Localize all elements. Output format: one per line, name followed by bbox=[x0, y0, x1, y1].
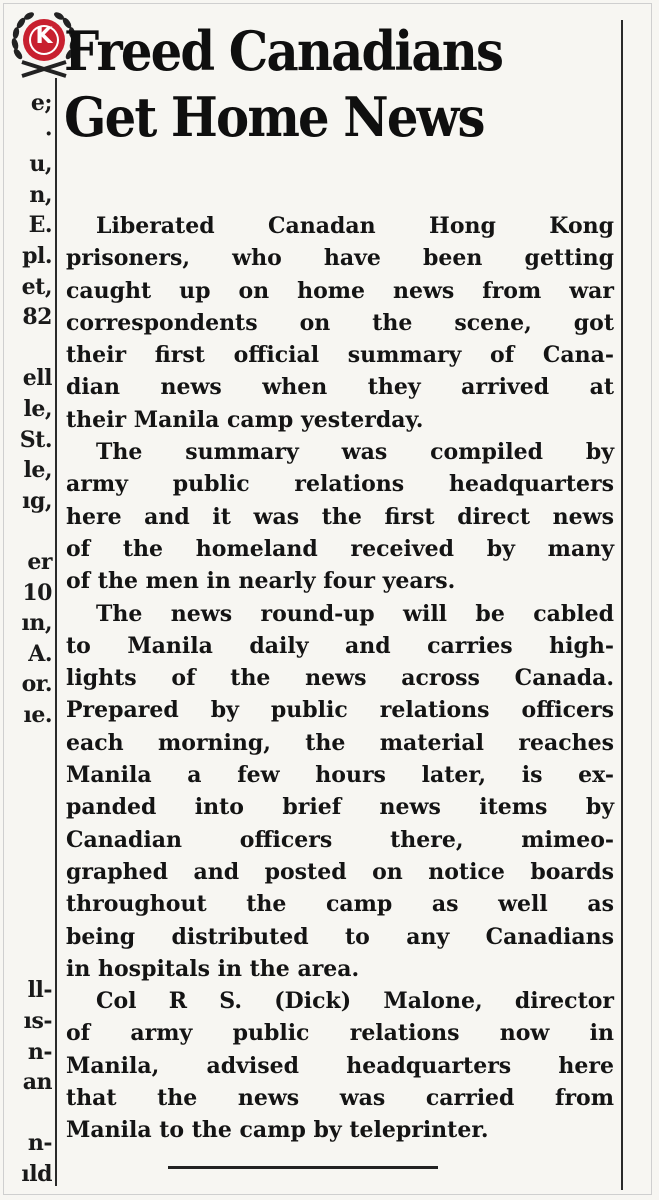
paragraph-line: The summary was compiled by bbox=[96, 439, 614, 466]
fragment-line: le, bbox=[23, 457, 52, 484]
paragraph-line: dian news when they arrived at bbox=[66, 374, 614, 401]
paragraph-line: Prepared by public relations officers bbox=[66, 697, 614, 724]
paragraph-line: being distributed to any Canadians bbox=[66, 923, 614, 950]
fragment-line: · bbox=[44, 120, 52, 147]
fragment-line: or. bbox=[21, 671, 52, 698]
fragment-line: n- bbox=[27, 1038, 52, 1065]
column-rule-right bbox=[621, 20, 623, 1190]
fragment-line: u, bbox=[29, 151, 52, 178]
paragraph-line: in hospitals in the area. bbox=[66, 955, 360, 982]
fragment-line: ın, bbox=[21, 610, 52, 637]
fragment-line: 10 bbox=[22, 579, 52, 606]
fragment-line: an bbox=[22, 1069, 52, 1096]
paragraph-line: Manila a few hours later, is ex- bbox=[66, 762, 614, 789]
paragraph-line: caught up on home news from war bbox=[66, 277, 614, 304]
paragraph-line: of army public relations now in bbox=[66, 1020, 614, 1047]
fragment-line: ll- bbox=[27, 977, 52, 1004]
paragraph-line: graphed and posted on notice boards bbox=[66, 858, 614, 885]
fragment-line: ıs- bbox=[23, 1008, 52, 1034]
paragraph bbox=[66, 436, 614, 597]
fragment-line: A. bbox=[28, 640, 52, 667]
paragraph-line: Manila to the camp by teleprinter. bbox=[66, 1117, 489, 1144]
column-rule-left bbox=[55, 78, 57, 1186]
fragment-line: n, bbox=[29, 181, 52, 208]
fragment-line: ıld bbox=[21, 1161, 52, 1187]
paragraph-line: their first official summary of Cana- bbox=[66, 342, 614, 369]
fragment-line: ıe. bbox=[23, 702, 52, 728]
paragraph-line: prisoners, who have been getting bbox=[66, 245, 614, 272]
fragment-line: 82 bbox=[22, 304, 52, 331]
paragraph bbox=[66, 598, 614, 986]
fragment-line: et, bbox=[21, 273, 52, 300]
paragraph-line: army public relations headquarters bbox=[66, 471, 614, 498]
paragraph-line: Canadian officers there, mimeo- bbox=[66, 826, 614, 853]
headline-line-2: Get Home News bbox=[64, 85, 484, 149]
paragraph-line: Liberated Canadan Hong Kong bbox=[96, 213, 614, 239]
paragraph-line: their Manila camp yesterday. bbox=[66, 406, 424, 433]
paragraph-line: lights of the news across Canada. bbox=[66, 665, 614, 692]
paragraph-line: to Manila daily and carries high- bbox=[66, 632, 614, 659]
paragraph-line: here and it was the first direct news bbox=[66, 503, 614, 530]
headline-line-1: Freed Canadians bbox=[64, 19, 503, 83]
fragment-line: St. bbox=[19, 426, 52, 453]
paragraph-line: panded into brief news items by bbox=[66, 794, 614, 821]
end-rule bbox=[168, 1166, 438, 1169]
article-body bbox=[66, 210, 614, 1147]
fragment-line: ell bbox=[22, 365, 52, 392]
paragraph-line: correspondents on the scene, got bbox=[66, 309, 614, 336]
paragraph-line: Col R S. (Dick) Malone, director bbox=[96, 988, 614, 1015]
logo-letter: K bbox=[35, 24, 53, 49]
paragraph-line: each morning, the material reaches bbox=[66, 729, 614, 756]
fragment-line: E. bbox=[28, 212, 52, 239]
fragment-line: er bbox=[27, 549, 52, 575]
fragment-line: pl. bbox=[22, 243, 52, 269]
paragraph-line: throughout the camp as well as bbox=[66, 891, 614, 918]
paragraph bbox=[66, 985, 614, 1146]
fragment-line: n- bbox=[27, 1130, 52, 1157]
fragment-line: le, bbox=[23, 396, 52, 422]
paragraph-line: The news round-up will be cabled bbox=[96, 600, 614, 627]
paragraph-line: of the men in nearly four years. bbox=[66, 568, 456, 595]
paragraph bbox=[66, 210, 614, 436]
fragment-line: ıg, bbox=[22, 487, 52, 514]
fragment-line: e; bbox=[30, 90, 52, 116]
paragraph-line: Manila, advised headquarters here bbox=[66, 1052, 614, 1079]
paragraph-line: that the news was carried from bbox=[66, 1085, 614, 1112]
paragraph-line: of the homeland received by many bbox=[66, 535, 614, 562]
headline bbox=[64, 18, 572, 150]
